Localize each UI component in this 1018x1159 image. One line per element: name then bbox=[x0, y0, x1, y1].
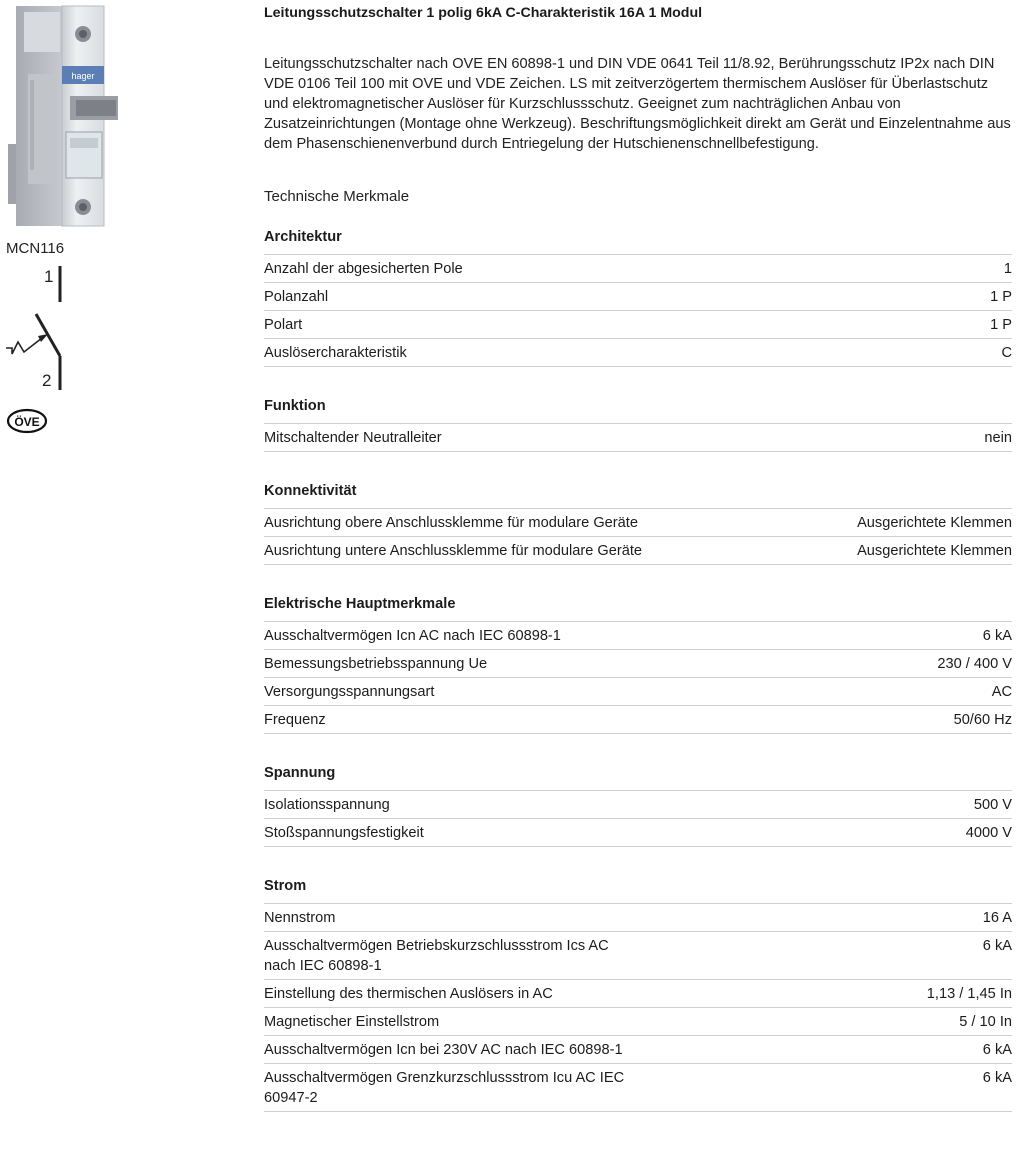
spec-value: 1 P bbox=[990, 289, 1012, 305]
spec-value: 6 kA bbox=[982, 1070, 1012, 1086]
spec-row bbox=[264, 283, 1012, 311]
spec-value: 1 P bbox=[990, 317, 1012, 333]
spec-section bbox=[264, 395, 1012, 452]
section-gap bbox=[264, 452, 1012, 480]
spec-label: Ausrichtung untere Anschlussklemme für modulare Geräte bbox=[264, 543, 642, 559]
circuit-breaker-image bbox=[6, 4, 118, 230]
spec-value: Ausgerichtete Klemmen bbox=[857, 515, 1012, 531]
section-title: Spannung bbox=[264, 762, 1012, 791]
spec-label: Frequenz bbox=[264, 712, 326, 728]
spec-value: 6 kA bbox=[982, 1042, 1012, 1058]
section-title: Elektrische Hauptmerkmale bbox=[264, 593, 1012, 622]
spec-label: Ausschaltvermögen Grenzkurzschlussstrom Icu AC IEC 60947-2 bbox=[264, 1070, 625, 1106]
spec-sections bbox=[264, 226, 1012, 1112]
spec-row bbox=[264, 339, 1012, 367]
spec-value: 4000 V bbox=[965, 825, 1012, 841]
spec-value: C bbox=[1001, 345, 1012, 361]
spec-row bbox=[264, 904, 1012, 932]
spec-label: Anzahl der abgesicherten Pole bbox=[264, 261, 463, 277]
spec-label: Auslösercharakteristik bbox=[264, 345, 407, 361]
section-gap bbox=[264, 734, 1012, 762]
spec-value: 500 V bbox=[973, 797, 1012, 813]
spec-label: Ausschaltvermögen Icn AC nach IEC 60898-1 bbox=[264, 628, 561, 644]
spec-value: AC bbox=[991, 684, 1012, 700]
spec-row bbox=[264, 509, 1012, 537]
product-description: Leitungsschutzschalter nach OVE EN 60898-1 und DIN VDE 0641 Teil 11/8.92, Berührungsschutz IP2x nach DIN VDE 0106 Teil 100 mit OVE und VDE Zeichen. LS mit zeitverzögertem thermischem Auslöser für Überlastschutz und elektromagnetischer Auslöser für Kurzschlussschutz. Geeignet zum nachträglichen Anbau von Zusatzeinrichtungen (Montage ohne Werkzeug). Beschriftungsmöglichkeit direkt am Gerät und Einzelentnahme aus dem Phasenschienenverbund durch Entriegelung der Hutschienenschnellbefestigung. bbox=[264, 56, 1011, 152]
ove-cert-icon bbox=[6, 406, 48, 436]
spec-row bbox=[264, 706, 1012, 734]
tech-heading: Technische Merkmale bbox=[264, 188, 410, 205]
spec-row bbox=[264, 1008, 1012, 1036]
section-title: Konnektivität bbox=[264, 480, 1012, 509]
model-code: MCN116 bbox=[6, 240, 65, 257]
spec-section bbox=[264, 762, 1012, 847]
spec-label: Mitschaltender Neutralleiter bbox=[264, 430, 442, 446]
spec-row bbox=[264, 1064, 1012, 1112]
section-gap bbox=[264, 367, 1012, 395]
spec-label: Magnetischer Einstellstrom bbox=[264, 1014, 440, 1030]
spec-section bbox=[264, 480, 1012, 565]
spec-section bbox=[264, 875, 1012, 1112]
spec-section bbox=[264, 593, 1012, 734]
section-gap bbox=[264, 847, 1012, 875]
circuit-breaker-symbol-icon bbox=[4, 262, 74, 394]
spec-value: 230 / 400 V bbox=[937, 656, 1012, 672]
spec-value: 5 / 10 In bbox=[959, 1014, 1012, 1030]
spec-value: 6 kA bbox=[982, 628, 1012, 644]
product-sidebar bbox=[0, 0, 130, 460]
spec-label: Ausschaltvermögen Betriebskurzschlussstrom Ics AC nach IEC 60898-1 bbox=[264, 938, 609, 974]
spec-row bbox=[264, 1036, 1012, 1064]
terminal-bottom-label: 2 bbox=[42, 371, 52, 390]
spec-label: Einstellung des thermischen Auslösers in AC bbox=[264, 986, 553, 1002]
spec-label: Bemessungsbetriebsspannung Ue bbox=[264, 656, 488, 672]
spec-label: Ausrichtung obere Anschlussklemme für modulare Geräte bbox=[264, 515, 638, 531]
spec-row bbox=[264, 424, 1012, 452]
spec-label: Versorgungsspannungsart bbox=[264, 684, 435, 700]
spec-label: Polanzahl bbox=[264, 289, 329, 305]
spec-row bbox=[264, 622, 1012, 650]
spec-value: 6 kA bbox=[982, 938, 1012, 954]
spec-label: Stoßspannungsfestigkeit bbox=[264, 825, 424, 841]
spec-section bbox=[264, 226, 1012, 367]
spec-row bbox=[264, 537, 1012, 565]
spec-value: nein bbox=[984, 430, 1012, 446]
spec-row bbox=[264, 980, 1012, 1008]
spec-row bbox=[264, 819, 1012, 847]
spec-value: 16 A bbox=[982, 910, 1012, 926]
spec-row bbox=[264, 678, 1012, 706]
spec-row bbox=[264, 791, 1012, 819]
spec-row bbox=[264, 932, 1012, 980]
spec-label: Nennstrom bbox=[264, 910, 336, 926]
section-title: Architektur bbox=[264, 226, 1012, 255]
ove-label: ÖVE bbox=[14, 415, 40, 429]
spec-label: Ausschaltvermögen Icn bei 230V AC nach IEC 60898-1 bbox=[264, 1042, 623, 1058]
section-title: Strom bbox=[264, 875, 1012, 904]
spec-label: Isolationsspannung bbox=[264, 797, 390, 813]
spec-row bbox=[264, 311, 1012, 339]
spec-value: 1 bbox=[1003, 261, 1012, 277]
brand-label: hager bbox=[71, 71, 95, 81]
section-gap bbox=[264, 565, 1012, 593]
spec-row bbox=[264, 255, 1012, 283]
spec-value: Ausgerichtete Klemmen bbox=[857, 543, 1012, 559]
spec-value: 50/60 Hz bbox=[953, 712, 1012, 728]
product-title: Leitungsschutzschalter 1 polig 6kA C-Charakteristik 16A 1 Modul bbox=[264, 5, 703, 21]
spec-label: Polart bbox=[264, 317, 303, 333]
spec-value: 1,13 / 1,45 In bbox=[926, 986, 1012, 1002]
section-title: Funktion bbox=[264, 395, 1012, 424]
terminal-top-label: 1 bbox=[44, 267, 54, 286]
spec-row bbox=[264, 650, 1012, 678]
